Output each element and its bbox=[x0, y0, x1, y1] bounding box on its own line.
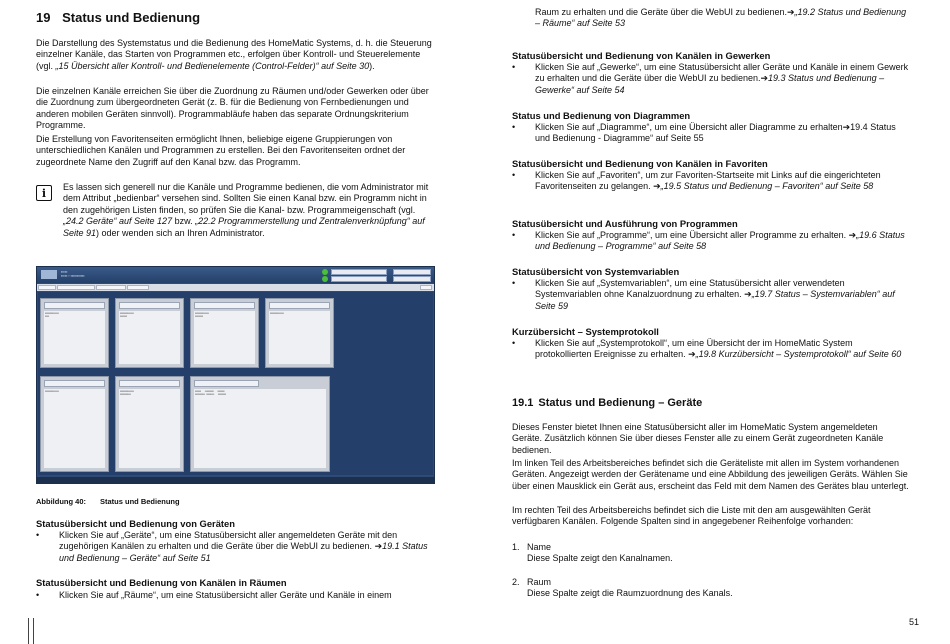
bullet-favorites bbox=[512, 170, 910, 193]
bullet-rooms bbox=[36, 590, 434, 601]
nav-tab-programs[interactable] bbox=[96, 285, 126, 290]
alarm-button[interactable] bbox=[331, 276, 387, 282]
bullet-body: Klicken Sie auf „Favoriten“, um zur Favoriten-Startseite mit Links auf die eingerichteten Favoritenseiten zu gelangen. bbox=[535, 170, 881, 192]
logout-button[interactable] bbox=[393, 269, 431, 275]
subheading-system-log: Kurzübersicht – Systemprotokoll bbox=[512, 326, 659, 337]
tile-body: ▪▪▪▪▪▪▪▪▪▪▪▪▪▪ ▪▪▪▪▪▪▪▪▪▪▪ bbox=[119, 389, 180, 468]
bullet-mark: • bbox=[512, 278, 516, 288]
bullet-programs bbox=[512, 230, 910, 253]
tile-programs[interactable] bbox=[40, 376, 109, 472]
intro-paragraph-2: Die einzelnen Kanäle erreichen Sie über die Zuordnung zu Räumen und/oder Gewerken oder über die Zuordnung zum übergeordneten Gerät (z. B. für die Bedienung von Fernbedienungen und anderen mobilen Geräten sinnvoll). Programmabläufe haben das separate Ordnungskriterium Programme. bbox=[36, 86, 429, 131]
cross-reference-link[interactable]: „15 Übersicht aller Kontroll- und Bedienelemente (Control-Felder)“ auf Seite 30 bbox=[55, 60, 370, 71]
subheading-programs: Statusübersicht und Ausführung von Programmen bbox=[512, 218, 738, 229]
bullet-body: Raum zu erhalten und die Geräte über die WebUI zu bedienen. bbox=[535, 7, 787, 17]
bullet-mark: • bbox=[512, 230, 516, 240]
status-indicator-icon bbox=[322, 276, 328, 282]
bullet-body: Klicken Sie auf „Systemprotokoll“, um eine Übersicht der im HomeMatic System protokollierten Ereignisse zu erhalten. bbox=[535, 338, 853, 360]
service-button[interactable] bbox=[331, 269, 387, 275]
arrow-right-icon: ➔ bbox=[688, 349, 696, 360]
cross-reference-link[interactable]: „24.2 Geräte“ auf Seite 127 bbox=[63, 216, 173, 227]
cross-reference-link[interactable]: „19.8 Kurzübersicht – Systemprotokoll“ auf Seite 60 bbox=[695, 349, 902, 360]
arrow-right-icon: ➔ bbox=[787, 7, 795, 17]
subheading-devices: Statusübersicht und Bedienung von Geräten bbox=[36, 518, 235, 529]
nav-tab-settings[interactable] bbox=[127, 285, 149, 290]
cross-reference-link[interactable]: 19.1 Status und Bedienung – Geräte“ auf Seite 51 bbox=[59, 541, 428, 563]
subheading-system-variables: Statusübersicht von Systemvariablen bbox=[512, 266, 680, 277]
subheading-favorites: Statusübersicht und Bedienung von Kanälen in Favoriten bbox=[512, 158, 768, 169]
bullet-body: Klicken Sie auf „Geräte“, um eine Statusübersicht aller angemeldeten Geräte mit den zugehörigen Kanälen zu erhalten und die Geräte über die WebUI zu bedienen. bbox=[59, 530, 398, 552]
cross-reference-link[interactable]: „22.2 Programmerstellung und Zentralenverknüpfung“ auf Seite 91 bbox=[63, 216, 425, 238]
bullet-text bbox=[535, 122, 910, 145]
settings-button[interactable] bbox=[393, 276, 431, 282]
item-description: Diese Spalte zeigt die Raumzuordnung des Kanals. bbox=[527, 588, 733, 599]
bullet-text bbox=[535, 170, 910, 193]
webui-workspace bbox=[38, 292, 433, 475]
bullet-body: Klicken Sie auf „Programme“, um eine Übersicht aller Programme zu erhalten. bbox=[535, 230, 849, 240]
arrow-right-icon: ➔ bbox=[374, 541, 383, 552]
tile-body: ▪▪▪▪▪▪▪▪▪▪▪▪▪▪ bbox=[44, 389, 105, 468]
note-text-part: Es lassen sich generell nur die Kanäle und Programme bedienen, die vom Administrator mit dem Attribut „bedienbar“ versehen sind. Sollten Sie einen Kanal bzw. ein Programm nicht in den zugehörigen Listen finden, so prüfen Sie die Kanal- bzw. Programmeigenschaft (vgl. bbox=[63, 182, 429, 215]
bullet-mark: • bbox=[512, 62, 516, 72]
item-number: 1. bbox=[512, 542, 520, 552]
bullet-mark: • bbox=[512, 338, 516, 348]
cross-reference-link[interactable]: „19.7 Status – Systemvariablen“ auf Seite 59 bbox=[535, 289, 895, 311]
cross-reference-link[interactable]: 19.4 Status und Bedienung - Diagramme“ auf Seite 55 bbox=[535, 122, 896, 144]
page-number: 51 bbox=[909, 617, 920, 627]
section-heading-19 bbox=[36, 10, 200, 25]
section-number: 19.1 bbox=[512, 397, 534, 409]
bullet-system-log bbox=[512, 338, 910, 361]
arrow-right-icon: ➔ bbox=[848, 230, 857, 240]
tile-body: ▪▪▪▪▪▪ ▪▪▪▪▪▪▪▪▪ ▪▪▪▪▪▪▪ ▪▪▪▪▪▪▪▪▪▪ ▪▪▪▪▪▪▪▪ ▪▪▪▪▪▪▪▪ bbox=[194, 389, 326, 468]
nav-tab-start[interactable] bbox=[38, 285, 56, 290]
figure-caption bbox=[36, 497, 180, 506]
bullet-text: Klicken Sie auf „Räume“, um eine Statusübersicht aller Geräte und Kanäle in einem bbox=[59, 590, 392, 600]
nav-tab-status[interactable] bbox=[57, 285, 95, 290]
bullet-devices bbox=[36, 530, 434, 564]
arrow-right-icon: ➔ bbox=[744, 289, 752, 300]
webui-navbar bbox=[37, 284, 434, 291]
webui-screenshot-figure bbox=[36, 266, 435, 484]
bullet-mark: • bbox=[512, 170, 516, 180]
note-text-part: ) oder wenden sich an Ihren Administrator. bbox=[96, 227, 265, 238]
tile-title bbox=[269, 302, 330, 309]
bullet-mark: • bbox=[36, 590, 40, 600]
bullet-diagrams bbox=[512, 122, 910, 145]
tile-devices[interactable] bbox=[40, 298, 109, 368]
status-indicator-icon bbox=[322, 269, 328, 275]
nav-tab-help[interactable] bbox=[420, 285, 432, 290]
bullet-text bbox=[535, 7, 910, 30]
note-text bbox=[63, 182, 434, 239]
section-number: 19 bbox=[36, 10, 51, 25]
tile-body: ▪▪▪▪▪▪▪▪▪▪▪▪▪▪ ▪▪▪▪▪▪▪ bbox=[119, 311, 180, 364]
tile-trades[interactable] bbox=[190, 298, 259, 368]
devices-paragraph-2: Im linken Teil des Arbeitsbereiches befindet sich die Geräteliste mit allen im System vorhandenen Geräten. Angezeigt werden der Gerätename und eine Abbildung des jeweiligen Geräts. Wählen Sie über einen Mausklick ein Gerät aus, erscheint das Feld mit dem Namen des Gerätes blau unterlegt. bbox=[512, 458, 909, 491]
arrow-right-icon: ➔ bbox=[842, 122, 851, 132]
tile-system-log[interactable] bbox=[190, 376, 330, 472]
tile-body: ▪▪▪▪▪▪▪▪▪▪▪▪▪▪ bbox=[269, 311, 330, 364]
cross-reference-link[interactable]: „19.5 Status und Bedienung – Favoriten“ auf Seite 58 bbox=[660, 181, 874, 192]
devices-paragraph-3: Im rechten Teil des Arbeitsbereichs befindet sich die Liste mit den am ausgewählten Gerät verfügbaren Kanälen. Folgende Spalten sind in angegebener Reihenfolge vorhanden: bbox=[512, 505, 871, 527]
bullet-trades bbox=[512, 62, 910, 96]
bullet-text bbox=[535, 62, 910, 96]
section-title: Status und Bedienung bbox=[62, 10, 201, 25]
bullet-text bbox=[535, 338, 910, 361]
tile-title bbox=[44, 302, 105, 309]
tile-title bbox=[194, 302, 255, 309]
cross-reference-link[interactable]: „19.2 Status und Bedienung – Räume“ auf Seite 53 bbox=[535, 7, 907, 29]
subheading-rooms: Statusübersicht und Bedienung von Kanälen in Räumen bbox=[36, 577, 287, 588]
info-note bbox=[36, 182, 434, 239]
tile-rooms[interactable] bbox=[115, 298, 184, 368]
tile-title bbox=[44, 380, 105, 387]
info-icon: i bbox=[36, 185, 52, 201]
tile-body: ▪▪▪▪▪▪▪▪▪▪▪▪▪▪ ▪▪▪▪▪▪▪▪ bbox=[194, 311, 255, 364]
item-title: Name bbox=[527, 542, 552, 552]
arrow-right-icon: ➔ bbox=[760, 73, 769, 84]
section-title: Status und Bedienung – Geräte bbox=[538, 397, 703, 409]
bullet-text bbox=[535, 230, 910, 253]
figure-caption-title: Status und Bedienung bbox=[100, 497, 180, 506]
arrow-right-icon: ➔ bbox=[653, 181, 661, 192]
tile-system-variables[interactable] bbox=[115, 376, 184, 472]
tile-body: ▪▪▪▪▪▪▪▪▪▪▪▪▪▪ ▪▪▪▪ bbox=[44, 311, 105, 364]
cross-reference-link[interactable]: „19.6 Status und Bedienung – Programme“ auf Seite 58 bbox=[535, 230, 905, 252]
tile-favorites[interactable] bbox=[265, 298, 334, 368]
tile-title bbox=[119, 302, 180, 309]
paragraph-tail: ). bbox=[369, 60, 375, 71]
bullet-mark: • bbox=[512, 122, 516, 132]
intro-paragraph-1 bbox=[36, 38, 434, 72]
tile-title bbox=[119, 380, 180, 387]
bullet-mark: • bbox=[36, 530, 40, 540]
numbered-item-name bbox=[512, 542, 910, 565]
bullet-text bbox=[59, 530, 434, 564]
item-description: Diese Spalte zeigt den Kanalnamen. bbox=[527, 553, 673, 564]
item-title: Raum bbox=[527, 577, 552, 587]
subheading-trades: Statusübersicht und Bedienung von Kanälen in Gewerken bbox=[512, 50, 771, 61]
webui-footer bbox=[37, 477, 434, 483]
numbered-item-room bbox=[512, 577, 910, 600]
bullet-body: Klicken Sie auf „Gewerke“, um eine Statusübersicht aller Geräte und Kanäle in einem Gewerk zu erhalten und die Geräte über die WebUI zu bedienen. bbox=[535, 62, 909, 84]
item-number: 2. bbox=[512, 577, 520, 587]
logo bbox=[41, 270, 57, 279]
figure-caption-label: Abbildung 40: bbox=[36, 497, 86, 506]
intro-paragraph-3: Die Erstellung von Favoritenseiten ermöglicht Ihnen, beliebige eigene Gruppierungen von unterschiedlichen Kanälen und Programmen zu erstellen. Bei den Favoritenseiten ordnet der zugeordnete Name den Zugriff auf den Kanal bzw. das Programm. bbox=[36, 134, 406, 167]
breadcrumb: ▪▪▪▪▪ ▪▪▪▪▪ › ▪▪▪▪▪▪▪▪▪▪▪ bbox=[61, 270, 85, 279]
binding-edge-mark bbox=[28, 618, 34, 644]
bullet-system-variables bbox=[512, 278, 910, 312]
bullet-body: Klicken Sie auf „Diagramme“, um eine Übersicht aller Diagramme zu erhalten bbox=[535, 122, 843, 132]
bullet-text bbox=[535, 278, 910, 312]
section-heading-19-1 bbox=[512, 397, 702, 409]
bullet-rooms-continuation bbox=[512, 7, 910, 30]
webui-header bbox=[37, 267, 434, 283]
subheading-diagrams: Status und Bedienung von Diagrammen bbox=[512, 110, 691, 121]
bullet-body: Klicken Sie auf „Systemvariablen“, um eine Statusübersicht aller verwendeten Systemvariablen ohne Kanalzuordnung zu erhalten. bbox=[535, 278, 845, 300]
tile-title bbox=[194, 380, 259, 387]
paragraph-text: Die Darstellung des Systemstatus und die Bedienung des HomeMatic Systems, d. h. die Steuerung einzelner Kanäle, das Starten von Programmen etc., erfolgen über Kontroll- und Steuerelemente (vgl. bbox=[36, 38, 432, 71]
cross-reference-link[interactable]: 19.3 Status und Bedienung – Gewerke“ auf Seite 54 bbox=[535, 73, 885, 95]
note-text-part: bzw. bbox=[172, 216, 196, 227]
devices-paragraph-1: Dieses Fenster bietet Ihnen eine Statusübersicht aller im HomeMatic System angemeldeten Geräte. Zusätzlich können Sie über dieses Fenster alle zu einem Gerät zugeordneten Kanäle bedienen. bbox=[512, 422, 884, 455]
